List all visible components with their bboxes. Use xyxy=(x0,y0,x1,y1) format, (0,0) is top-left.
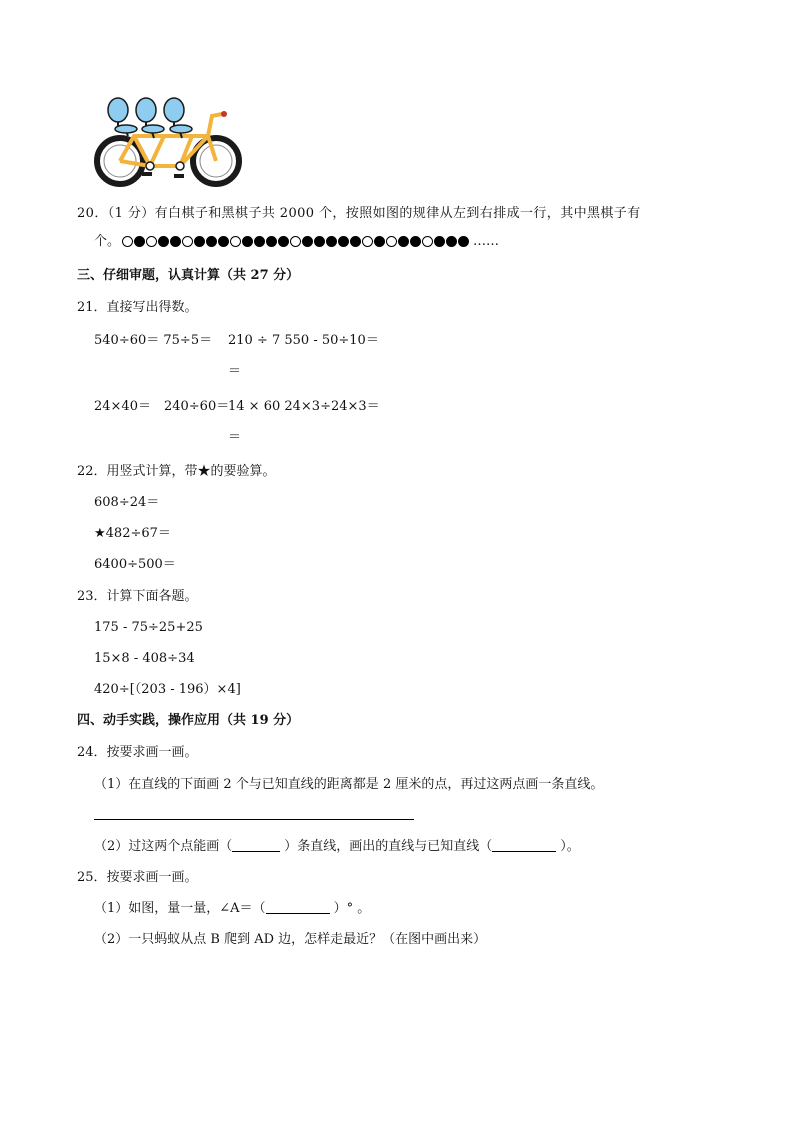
q21-row1-equals: ＝ xyxy=(228,364,242,379)
seat-2 xyxy=(136,98,164,138)
q21-row1-right: 210 ÷ 7 550 - 50÷10＝ xyxy=(228,333,379,348)
black-chess-piece xyxy=(398,236,409,247)
black-chess-piece xyxy=(302,236,313,247)
answer-blank-line-count[interactable] xyxy=(232,838,280,852)
q22-item-3: 6400÷500＝ xyxy=(94,557,176,572)
q21-row2-equals: ＝ xyxy=(228,430,242,445)
white-chess-piece xyxy=(290,236,301,247)
q22-item-1: 608÷24＝ xyxy=(94,495,160,510)
black-chess-piece xyxy=(206,236,217,247)
black-chess-piece xyxy=(410,236,421,247)
white-chess-piece xyxy=(386,236,397,247)
white-chess-piece xyxy=(230,236,241,247)
q23-item-2: 15×8 - 408÷34 xyxy=(94,651,195,666)
black-chess-piece xyxy=(446,236,457,247)
answer-blank-angle[interactable] xyxy=(266,900,330,914)
black-chess-piece xyxy=(266,236,277,247)
black-chess-piece xyxy=(170,236,181,247)
tandem-bicycle-illustration xyxy=(90,94,242,194)
black-chess-piece xyxy=(434,236,445,247)
q25-part1-b: ）° 。 xyxy=(333,901,371,916)
q24-part2-a: （2）过这两个点能画（ xyxy=(94,839,233,854)
section3-title: 三、仔细审题，认真计算（共 27 分） xyxy=(77,268,300,283)
q21-title: 21．直接写出得数。 xyxy=(77,300,198,315)
q21-row1-left: 540÷60＝ 75÷5＝ xyxy=(94,333,213,348)
q25-part1 xyxy=(94,900,370,918)
q23-title: 23．计算下面各题。 xyxy=(77,589,198,604)
q25-title: 25．按要求画一画。 xyxy=(77,870,198,885)
black-chess-piece xyxy=(278,236,289,247)
black-chess-piece xyxy=(218,236,229,247)
black-chess-piece xyxy=(314,236,325,247)
bead-pattern xyxy=(122,236,469,247)
black-chess-piece xyxy=(158,236,169,247)
q20-ellipsis: …… xyxy=(473,234,500,249)
q24-part2 xyxy=(94,838,580,856)
q24-part2-b: ）条直线，画出的直线与已知直线（ xyxy=(284,839,493,854)
black-chess-piece xyxy=(242,236,253,247)
given-straight-line xyxy=(94,819,414,820)
black-chess-piece xyxy=(350,236,361,247)
white-chess-piece xyxy=(422,236,433,247)
q25-part2: （2）一只蚂蚁从点 B 爬到 AD 边，怎样走最近？（在图中画出来） xyxy=(94,932,487,947)
black-chess-piece xyxy=(458,236,469,247)
white-chess-piece xyxy=(182,236,193,247)
seat-3 xyxy=(164,98,192,138)
white-chess-piece xyxy=(362,236,373,247)
q20-line2-prefix: 个。 xyxy=(94,234,121,249)
black-chess-piece xyxy=(374,236,385,247)
bike-frame xyxy=(120,136,216,166)
q23-item-3: 420÷[（203 - 196）×4] xyxy=(94,682,241,697)
q21-row2-left: 24×40＝ 240÷60＝ xyxy=(94,399,230,414)
section4-title: 四、动手实践，操作应用（共 19 分） xyxy=(77,713,300,728)
black-chess-piece xyxy=(338,236,349,247)
white-chess-piece xyxy=(122,236,133,247)
seat-1 xyxy=(108,98,137,136)
answer-blank-relationship[interactable] xyxy=(492,838,556,852)
black-chess-piece xyxy=(134,236,145,247)
q25-part1-a: （1）如图，量一量，∠A＝（ xyxy=(94,901,266,916)
q24-title: 24．按要求画一画。 xyxy=(77,745,198,760)
q24-part1: （1）在直线的下面画 2 个与已知直线的距离都是 2 厘米的点，再过这两点画一条直线。 xyxy=(94,777,604,792)
q21-row2-right: 14 × 60 24×3÷24×3＝ xyxy=(228,399,380,414)
q20-line2 xyxy=(94,233,499,251)
q22-item-2: ★482÷67＝ xyxy=(94,526,171,541)
q22-title: 22．用竖式计算，带★的要验算。 xyxy=(77,464,276,479)
black-chess-piece xyxy=(326,236,337,247)
q20-line1: 20．（1 分）有白棋子和黑棋子共 2000 个，按照如图的规律从左到右排成一行，其中黑棋子有 xyxy=(77,206,641,221)
white-chess-piece xyxy=(146,236,157,247)
black-chess-piece xyxy=(194,236,205,247)
q23-item-1: 175 - 75÷25+25 xyxy=(94,620,203,635)
q24-part2-c: ）。 xyxy=(560,839,580,854)
black-chess-piece xyxy=(254,236,265,247)
